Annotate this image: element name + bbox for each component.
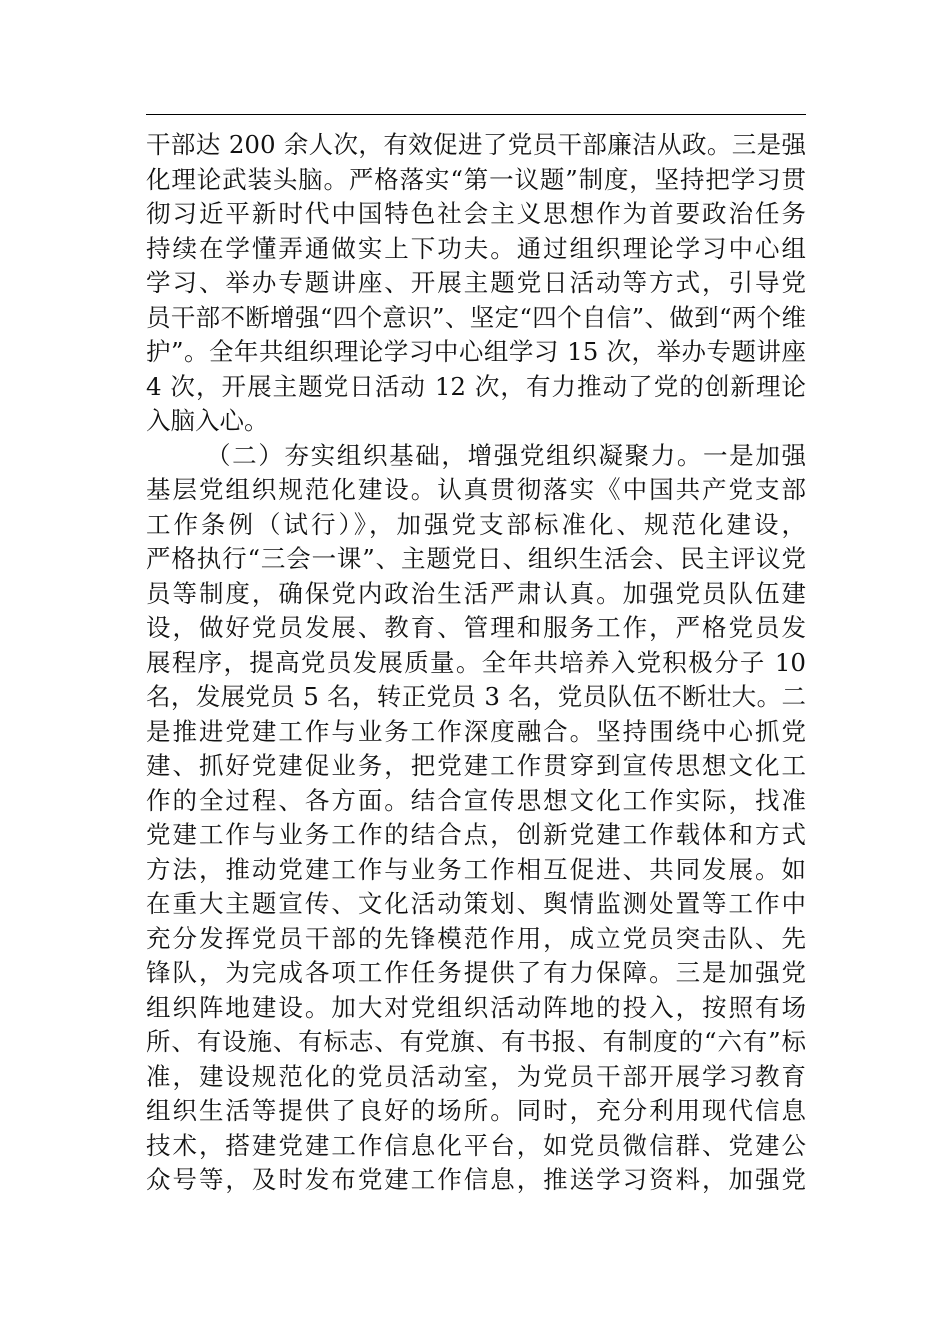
section-heading-line: （二）夯实组织基础，增强党组织凝聚力。一是加强: [206, 440, 806, 470]
text-line: 众号等，及时发布党建工作信息，推送学习资料，加强党: [146, 1165, 806, 1194]
text-line: 方法，推动党建工作与业务工作相互促进、共同发展。如: [146, 854, 806, 884]
text-line: 干部达 200 余人次，有效促进了党员干部廉洁从政。三是强: [146, 130, 806, 159]
text-line: 基层党组织规范化建设。认真贯彻落实《中国共产党支部: [146, 475, 806, 504]
text-line: 作的全过程、各方面。结合宣传思想文化工作实际，找准: [146, 785, 806, 815]
text-line: 所、有设施、有标志、有党旗、有书报、有制度的“六有”标: [146, 1027, 806, 1056]
text-line: 准，建设规范化的党员活动室，为党员干部开展学习教育: [146, 1061, 806, 1091]
text-line: 充分发挥党员干部的先锋模范作用，成立党员突击队、先: [146, 923, 806, 953]
text-line: 4 次，开展主题党日活动 12 次，有力推动了党的创新理论: [146, 371, 806, 401]
text-line: 彻习近平新时代中国特色社会主义思想作为首要政治任务: [146, 199, 806, 228]
text-line: 名，发展党员 5 名，转正党员 3 名，党员队伍不断壮大。二: [146, 682, 806, 711]
text-line: 展程序，提高党员发展质量。全年共培养入党积极分子 10: [146, 647, 806, 677]
text-line: 锋队，为完成各项工作任务提供了有力保障。三是加强党: [146, 958, 806, 987]
text-line: 是推进党建工作与业务工作深度融合。坚持围绕中心抓党: [146, 716, 806, 746]
text-line: 持续在学懂弄通做实上下功夫。通过组织理论学习中心组: [146, 233, 806, 263]
text-line: 严格执行“三会一课”、主题党日、组织生活会、民主评议党: [146, 544, 806, 573]
body-text: [146, 128, 806, 1198]
text-line: 化理论武装头脑。严格落实“第一议题”制度，坚持把学习贯: [146, 164, 806, 194]
text-line: 在重大主题宣传、文化活动策划、舆情监测处置等工作中: [146, 889, 806, 918]
text-line: 护”。全年共组织理论学习中心组学习 15 次，举办专题讲座: [146, 337, 806, 366]
text-line: 设，做好党员发展、教育、管理和服务工作，严格党员发: [146, 613, 806, 642]
text-line: 技术，搭建党建工作信息化平台，如党员微信群、党建公: [146, 1130, 806, 1160]
text-line: 组织生活等提供了良好的场所。同时，充分利用现代信息: [146, 1096, 806, 1125]
text-line: 党建工作与业务工作的结合点，创新党建工作载体和方式: [146, 820, 806, 849]
text-line: 学习、举办专题讲座、开展主题党日活动等方式，引导党: [146, 268, 806, 297]
header-rule: [146, 114, 806, 115]
text-line: 工作条例（试行）》，加强党支部标准化、规范化建设，: [146, 509, 806, 539]
text-line: 员等制度，确保党内政治生活严肃认真。加强党员队伍建: [146, 578, 806, 608]
text-line: 入脑入心。: [146, 406, 269, 435]
text-line: 建、抓好党建促业务，把党建工作贯穿到宣传思想文化工: [146, 751, 806, 780]
text-line: 组织阵地建设。加大对党组织活动阵地的投入，按照有场: [146, 992, 806, 1022]
text-line: 员干部不断增强“四个意识”、坚定“四个自信”、做到“两个维: [146, 302, 806, 332]
